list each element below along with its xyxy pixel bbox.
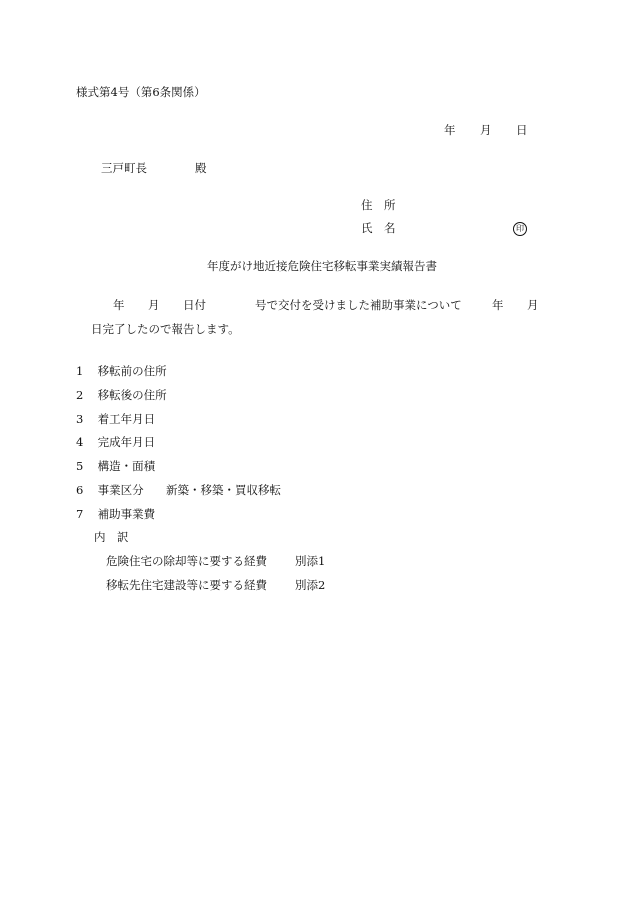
list-item xyxy=(76,507,155,521)
item-number: 3 xyxy=(76,412,84,426)
body-text: 号で交付を受けました補助事業について xyxy=(255,298,462,312)
body-year2: 年 xyxy=(492,298,504,312)
document-title: 年度がけ地近接危険住宅移転事業実績報告書 xyxy=(207,259,437,273)
item-number: 6 xyxy=(76,483,84,497)
date-month-label: 月 xyxy=(480,123,492,137)
body-year: 年 xyxy=(113,298,125,312)
breakdown-row-ref: 別添2 xyxy=(295,578,326,592)
item-number: 4 xyxy=(76,435,84,449)
seal-mark xyxy=(513,220,527,236)
list-item xyxy=(76,388,167,402)
body-line2: 日完了したので報告します。 xyxy=(91,322,240,336)
item-label: 移転後の住所 xyxy=(97,388,167,402)
item-label: 完成年月日 xyxy=(97,435,156,449)
item-label: 事業区分 xyxy=(97,483,144,497)
item-label: 補助事業費 xyxy=(97,507,156,521)
breakdown-row-label: 危険住宅の除却等に要する経費 xyxy=(106,554,267,568)
breakdown-row-ref: 別添1 xyxy=(295,554,326,568)
list-item xyxy=(76,364,167,378)
breakdown-row-label: 移転先住宅建設等に要する経費 xyxy=(106,578,267,592)
body-day-issued: 日付 xyxy=(183,298,206,312)
seal-icon: 印 xyxy=(513,222,527,236)
date-year-label: 年 xyxy=(444,123,456,137)
date-day-label: 日 xyxy=(516,123,528,137)
list-item xyxy=(76,435,155,449)
item-label: 構造・面積 xyxy=(97,459,156,473)
body-month: 月 xyxy=(148,298,160,312)
item-label: 着工年月日 xyxy=(97,412,156,426)
breakdown-heading: 内 訳 xyxy=(94,530,129,544)
applicant-address-label: 住 所 xyxy=(361,198,396,212)
item-number: 5 xyxy=(76,459,84,473)
list-item xyxy=(76,483,144,497)
item-number: 7 xyxy=(76,507,84,521)
list-item xyxy=(76,459,155,473)
addressee-honorific: 殿 xyxy=(195,161,207,175)
list-item xyxy=(76,412,155,426)
item-number: 2 xyxy=(76,388,84,402)
applicant-name-label: 氏 名 xyxy=(361,221,396,235)
item-number: 1 xyxy=(76,364,84,378)
addressee-name: 三戸町長 xyxy=(101,161,147,175)
body-month2: 月 xyxy=(527,298,539,312)
item-value: 新築・移築・買収移転 xyxy=(166,483,281,497)
item-label: 移転前の住所 xyxy=(97,364,167,378)
form-label: 様式第4号（第6条関係） xyxy=(76,85,206,99)
